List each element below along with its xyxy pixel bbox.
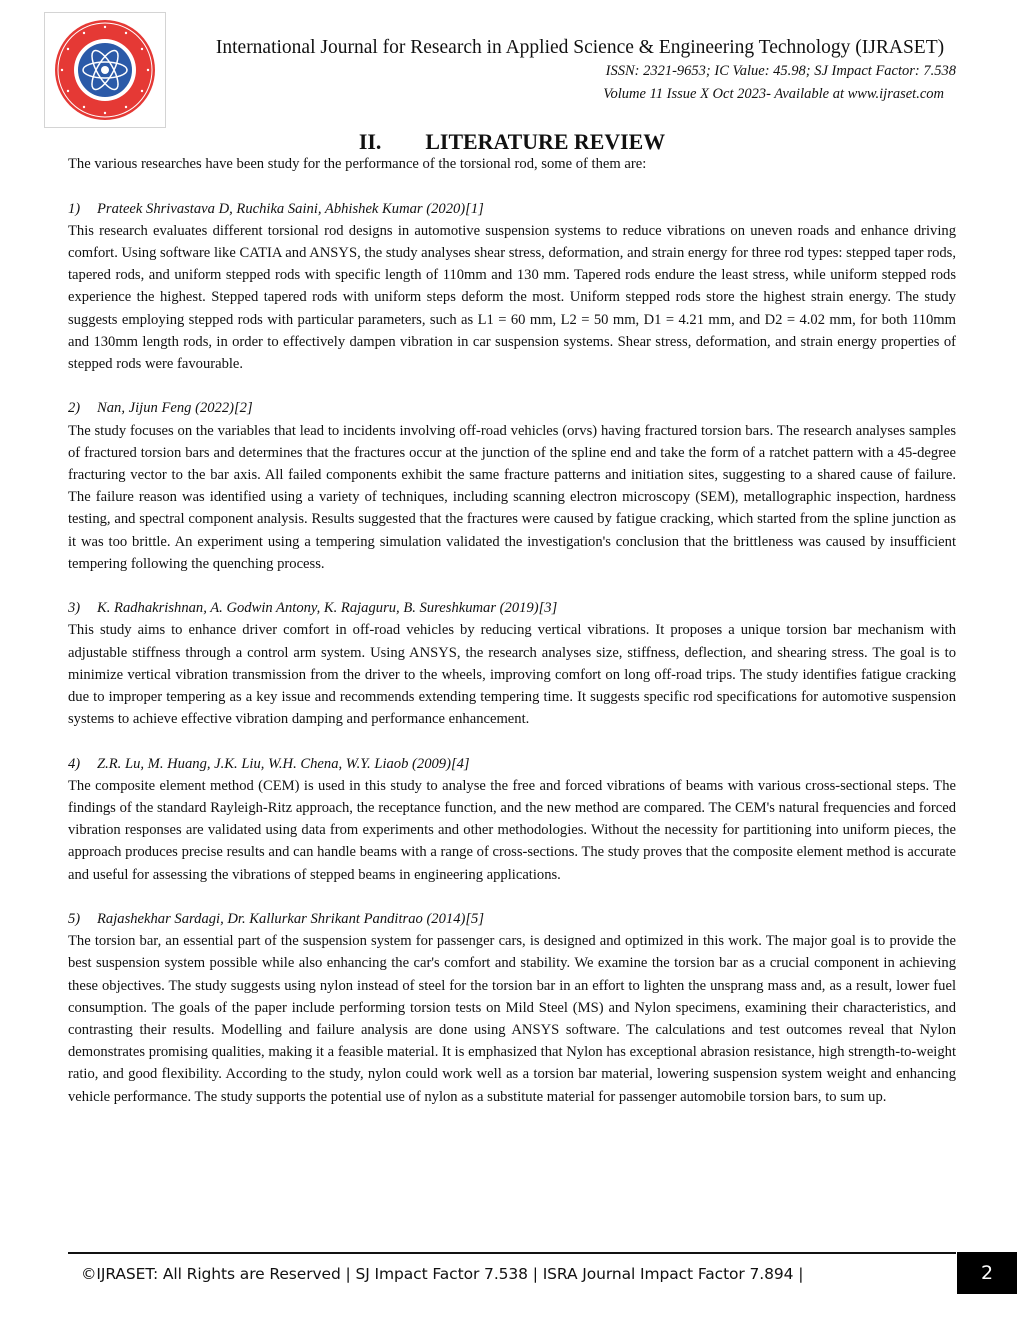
ijraset-seal-icon	[53, 18, 157, 122]
journal-logo	[44, 12, 166, 128]
reference-number: 2)	[68, 400, 81, 417]
footer-copyright: ©IJRASET: All Rights are Reserved | SJ Impact Factor 7.538 | ISRA Journal Impact Factor 7.894 |	[81, 1265, 804, 1283]
reference-title	[68, 397, 956, 419]
reference-authors: Nan, Jijun Feng (2022)[2]	[97, 400, 253, 417]
reference-item	[68, 753, 956, 886]
reference-body: This study aims to enhance driver comfort in off-road vehicles by reducing vertical vibrations. It proposes a unique torsion bar mechanism with adjustable stiffness through a control arm system. Using ANSYS, the research analyses size, stiffness, deflection, and shearing stress. The goal is to minimize vertical vibration transmission from the driver to the wheels, improving comfort on long off-road trips. The study identifies fatigue cracking due to improper tempering as a key issue and recommends extending tempering time. It suggests specific rod specifications for automotive suspension systems to achieve effective vibration damping and performance enhancement.	[68, 622, 956, 728]
reference-body: The torsion bar, an essential part of the suspension system for passenger cars, is designed and optimized in this work. The major goal is to provide the best suspension system possible while also enhancing the car's comfort and stability. We examine the torsion bar as a crucial component in achieving these objectives. The study suggests using nylon instead of steel for the torsion bar in an effort to lighten the unsprang mass and, as a result, lower fuel consumption. The goals of the paper include performing torsion tests on Mild Steel (MS) and Nylon specimens, examining their characteristics, and contrasting their results. Modelling and failure analysis are done using ANSYS software. The calculations and test outcomes reveal that Nylon demonstrates promising qualities, making it a feasible material. It is emphasized that Nylon has exceptional abrasion resistance, high strength-to-weight ratio, and good flexibility. According to the study, nylon could work well as a torsion bar material, lowering suspension system weight and enhancing vehicle performance. The study supports the potential use of nylon as a substitute material for passenger automobile torsion bars, to sum up.	[68, 933, 956, 1105]
section-heading	[68, 131, 956, 153]
reference-number: 3)	[68, 600, 81, 617]
reference-body: This research evaluates different torsional rod designs in automotive suspension systems to reduce vibrations on uneven roads and enhance driving comfort. Using software like CATIA and ANSYS, the study analyses shear stress, deformation, and strain energy for three rod types: stepped taper rods, tapered rods, and uniform stepped rods with specific length of 110mm and 130 mm. Tapered rods endure the least stress, while uniform stepped rods experience the highest. Stepped tapered rods with uniform steps deform the most. Uniform stepped rods store the highest strain energy. The study suggests employing stepped rods with particular parameters, such as L1 = 60 mm, L2 = 50 mm, D1 = 4.21 mm, and D2 = 4.02 mm, for both 110mm and 130mm length rods, in order to effectively dampen vibration in car suspension systems. Shear stress, deformation, and strain energy properties of stepped rods were favourable.	[68, 222, 956, 373]
reference-number: 1)	[68, 200, 81, 217]
section-title: LITERATURE REVIEW	[425, 129, 666, 154]
reference-item	[68, 198, 956, 376]
reference-number: 5)	[68, 911, 81, 928]
reference-authors: Rajashekhar Sardagi, Dr. Kallurkar Shrikant Panditrao (2014)[5]	[97, 911, 485, 928]
journal-volume-line: Volume 11 Issue X Oct 2023- Available at www.ijraset.com	[603, 86, 944, 102]
journal-issn-line: ISSN: 2321-9653; IC Value: 45.98; SJ Impact Factor: 7.538	[605, 63, 956, 79]
reference-title	[68, 908, 956, 930]
reference-title	[68, 198, 956, 220]
reference-item	[68, 397, 956, 575]
reference-title	[68, 753, 956, 775]
reference-authors: Z.R. Lu, M. Huang, J.K. Liu, W.H. Chena, W.Y. Liaob (2009)[4]	[97, 755, 470, 772]
reference-body: The composite element method (CEM) is used in this study to analyse the free and forced vibrations of beams with various cross-sectional steps. The findings of the standard Rayleigh-Ritz approach, the receptance function, and the new method are compared. The CEM's natural frequencies and forced vibration responses are validated using data from experiments and other methodologies. Without the necessity for partitioning into uniform pieces, the approach produces precise results and can handle beams with a range of cross-sections. The study proves that the composite element method is accurate and useful for assessing the vibrations of stepped beams in engineering applications.	[68, 777, 956, 883]
reference-number: 4)	[68, 755, 81, 772]
section-intro: The various researches have been study for the performance of the torsional rod, some of them are:	[68, 156, 647, 173]
reference-authors: K. Radhakrishnan, A. Godwin Antony, K. Rajaguru, B. Sureshkumar (2019)[3]	[97, 600, 558, 617]
reference-item	[68, 908, 956, 1108]
journal-title: International Journal for Research in Applied Science & Engineering Technology (IJRASET)	[215, 37, 945, 58]
page-number: 2	[957, 1252, 1017, 1294]
reference-item	[68, 597, 956, 730]
section-number: II.	[358, 129, 382, 154]
reference-authors: Prateek Shrivastava D, Ruchika Saini, Abhishek Kumar (2020)[1]	[97, 200, 484, 217]
article-body	[68, 131, 956, 1130]
footer-divider	[68, 1252, 956, 1254]
reference-body: The study focuses on the variables that lead to incidents involving off-road vehicles (orvs) having fractured torsion bars. The research analyses samples of fractured torsion bars and determines that the fractures occur at the junction of the spline end and take the form of a ratchet pattern with a 45-degree fracturing vector to the bar axis. All failed components exhibit the same fracture patterns and initiation sites, suggesting to a shared cause of failure. The failure reason was identified using a variety of techniques, including scanning electron microscopy (SEM), metallographic inspection, hardness testing, and spectral component analysis. Results suggested that the fractures were caused by fatigue cracking, which started from the spline junction as it was too brittle. An experiment using a tempering simulation validated the investigation's conclusion that the brittleness was caused by insufficient tempering following the quenching process.	[68, 422, 956, 572]
reference-title	[68, 597, 956, 619]
